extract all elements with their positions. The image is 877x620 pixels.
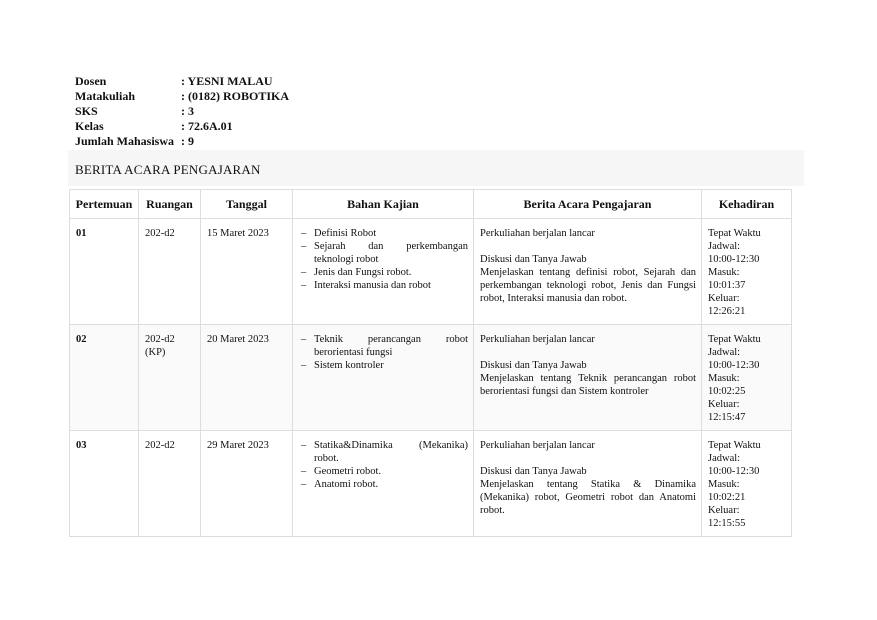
list-item: – Interaksi manusia dan robot [299, 279, 468, 292]
list-item: – Anatomi robot. [299, 478, 468, 491]
info-row-matakuliah [75, 89, 289, 104]
pertemuan-cell: 01 [70, 219, 139, 325]
kehadiran-status: Tepat Waktu [708, 228, 761, 239]
berita-acara-cell [474, 325, 702, 431]
list-item: – Sistem kontroler [299, 359, 468, 372]
kehadiran-status: Tepat Waktu [708, 440, 761, 451]
kehadiran-cell [702, 431, 792, 537]
list-item: – Jenis dan Fungsi robot. [299, 266, 468, 279]
keluar-label: Keluar: [708, 293, 740, 304]
jumlah-mahasiswa-label: Jumlah Mahasiswa [75, 134, 175, 148]
berita-detail: Menjelaskan tentang definisi robot, Sejarah dan perkembangan teknologi robot, Jenis dan Fungsi robot, Interaksi manusia dan robot. [480, 267, 696, 304]
info-row-dosen [75, 74, 289, 89]
berita-diskusi: Diskusi dan Tanya Jawab [480, 254, 587, 265]
masuk-value: 10:01:37 [708, 280, 746, 291]
berita-diskusi: Diskusi dan Tanya Jawab [480, 466, 587, 477]
keluar-label: Keluar: [708, 399, 740, 410]
kelas-label: Kelas [75, 119, 104, 133]
header-bahan-kajian: Bahan Kajian [293, 190, 474, 219]
berita-status: Perkuliahan berjalan lancar [480, 440, 595, 451]
list-item: – Definisi Robot [299, 227, 468, 240]
berita-detail: Menjelaskan tentang Statika & Dinamika (Mekanika) robot, Geometri robot dan Anatomi robot. [480, 479, 696, 516]
sks-label: SKS [75, 104, 98, 118]
course-info [75, 74, 289, 149]
berita-status: Perkuliahan berjalan lancar [480, 228, 595, 239]
info-row-sks [75, 104, 289, 119]
ruangan-cell: 202-d2 [139, 219, 201, 325]
info-row-kelas [75, 119, 289, 134]
table-row [70, 431, 792, 537]
ruangan-cell: 202-d2 [139, 431, 201, 537]
jadwal-value: 10:00-12:30 [708, 254, 760, 265]
dosen-label: Dosen [75, 74, 107, 88]
dosen-value: : YESNI MALAU [181, 74, 273, 88]
matakuliah-label: Matakuliah [75, 89, 136, 103]
berita-diskusi: Diskusi dan Tanya Jawab [480, 360, 587, 371]
tanggal-cell: 20 Maret 2023 [201, 325, 293, 431]
masuk-label: Masuk: [708, 373, 740, 384]
bahan-kajian-list [299, 333, 468, 372]
section-title: BERITA ACARA PENGAJARAN [75, 162, 261, 177]
berita-detail: Menjelaskan tentang Teknik perancangan robot berorientasi fungsi dan Sistem kontroler [480, 373, 696, 397]
kehadiran-cell [702, 219, 792, 325]
teaching-report-table [69, 189, 792, 537]
table-header-row [70, 190, 792, 219]
header-pertemuan: Pertemuan [70, 190, 139, 219]
berita-acara-cell [474, 219, 702, 325]
tanggal-cell: 15 Maret 2023 [201, 219, 293, 325]
keluar-value: 12:15:47 [708, 412, 746, 423]
table-row [70, 325, 792, 431]
bahan-kajian-list [299, 439, 468, 491]
jumlah-mahasiswa-value: : 9 [181, 134, 194, 148]
kehadiran-status: Tepat Waktu [708, 334, 761, 345]
header-tanggal: Tanggal [201, 190, 293, 219]
list-item: – Statika&Dinamika (Mekanika) robot. [299, 439, 468, 465]
header-ruangan: Ruangan [139, 190, 201, 219]
keluar-label: Keluar: [708, 505, 740, 516]
info-row-jumlah-mahasiswa [75, 134, 289, 149]
bahan-kajian-list [299, 227, 468, 292]
header-kehadiran: Kehadiran [702, 190, 792, 219]
masuk-value: 10:02:25 [708, 386, 746, 397]
list-item: – Sejarah dan perkembangan teknologi robot [299, 240, 468, 266]
pertemuan-cell: 02 [70, 325, 139, 431]
jadwal-value: 10:00-12:30 [708, 360, 760, 371]
list-item: – Teknik perancangan robot berorientasi fungsi [299, 333, 468, 359]
masuk-value: 10:02:21 [708, 492, 746, 503]
kelas-value: : 72.6A.01 [181, 119, 233, 133]
berita-status: Perkuliahan berjalan lancar [480, 334, 595, 345]
bahan-kajian-cell [293, 431, 474, 537]
berita-acara-cell [474, 431, 702, 537]
jadwal-label: Jadwal: [708, 347, 741, 358]
tanggal-cell: 29 Maret 2023 [201, 431, 293, 537]
bahan-kajian-cell [293, 219, 474, 325]
pertemuan-cell: 03 [70, 431, 139, 537]
masuk-label: Masuk: [708, 479, 740, 490]
matakuliah-value: : (0182) ROBOTIKA [181, 89, 289, 103]
masuk-label: Masuk: [708, 267, 740, 278]
sks-value: : 3 [181, 104, 194, 118]
header-berita-acara: Berita Acara Pengajaran [474, 190, 702, 219]
list-item: – Geometri robot. [299, 465, 468, 478]
jadwal-value: 10:00-12:30 [708, 466, 760, 477]
jadwal-label: Jadwal: [708, 453, 741, 464]
keluar-value: 12:26:21 [708, 306, 746, 317]
keluar-value: 12:15:55 [708, 518, 746, 529]
jadwal-label: Jadwal: [708, 241, 741, 252]
ruangan-cell: 202-d2 (KP) [139, 325, 201, 431]
table-row [70, 219, 792, 325]
bahan-kajian-cell [293, 325, 474, 431]
kehadiran-cell [702, 325, 792, 431]
